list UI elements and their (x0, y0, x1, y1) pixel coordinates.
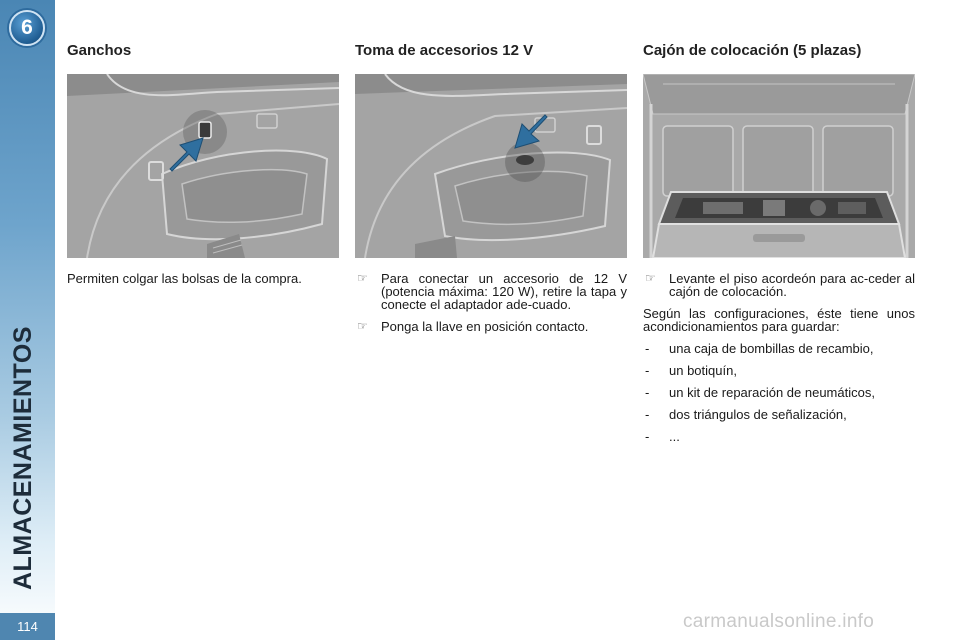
list-item (643, 386, 915, 399)
pointing-hand-icon: ☞ (645, 271, 656, 285)
accessory-socket-bullet (355, 320, 627, 333)
accessory-socket-bullet (355, 272, 627, 311)
pointing-hand-icon: ☞ (357, 319, 368, 333)
chapter-sidebar (0, 0, 55, 640)
list-item (643, 342, 915, 355)
site-watermark: carmanualsonline.info (683, 611, 875, 632)
hooks-illustration (67, 74, 339, 258)
column-hooks (67, 38, 339, 294)
list-item (643, 364, 915, 377)
list-item-text: un kit de reparación de neumáticos, (669, 385, 875, 400)
accessory-socket-instruction: Ponga la llave en posición contacto. (381, 319, 589, 334)
page-number: 114 (0, 613, 55, 640)
list-dash: - (645, 385, 650, 400)
list-item (643, 430, 915, 443)
list-dash: - (645, 429, 650, 444)
list-dash: - (645, 407, 650, 422)
list-dash: - (645, 341, 650, 356)
list-item (643, 408, 915, 421)
list-item-text: un botiquín, (669, 363, 737, 378)
chapter-number-badge: 6 (9, 10, 45, 46)
storage-drawer-instruction: Levante el piso acordeón para ac-ceder al cajón de colocación. (669, 271, 915, 299)
column-accessory-socket (355, 38, 627, 342)
storage-drawer-bullet (643, 272, 915, 298)
column-storage-drawer (643, 38, 915, 452)
accessory-socket-illustration (355, 74, 627, 258)
list-item-text: dos triángulos de señalización, (669, 407, 847, 422)
section-title-vertical: ALMACENAMIENTOS (9, 326, 37, 590)
accessory-socket-title: Toma de accesorios 12 V (355, 42, 534, 59)
storage-drawer-title: Cajón de colocación (5 plazas) (643, 42, 862, 59)
pointing-hand-icon: ☞ (357, 271, 368, 285)
accessory-socket-instruction: Para conectar un accesorio de 12 V (potencia máxima: 120 W), retire la tapa y conecte el adaptador ade-cuado. (381, 271, 627, 312)
list-item-text: ... (669, 429, 680, 444)
hooks-description: Permiten colgar las bolsas de la compra. (67, 271, 302, 286)
list-dash: - (645, 363, 650, 378)
list-item-text: una caja de bombillas de recambio, (669, 341, 874, 356)
storage-drawer-intro: Según las configuraciones, éste tiene unos acondicionamientos para guardar: (643, 306, 915, 334)
storage-drawer-illustration (643, 74, 915, 258)
hooks-title: Ganchos (67, 42, 132, 59)
